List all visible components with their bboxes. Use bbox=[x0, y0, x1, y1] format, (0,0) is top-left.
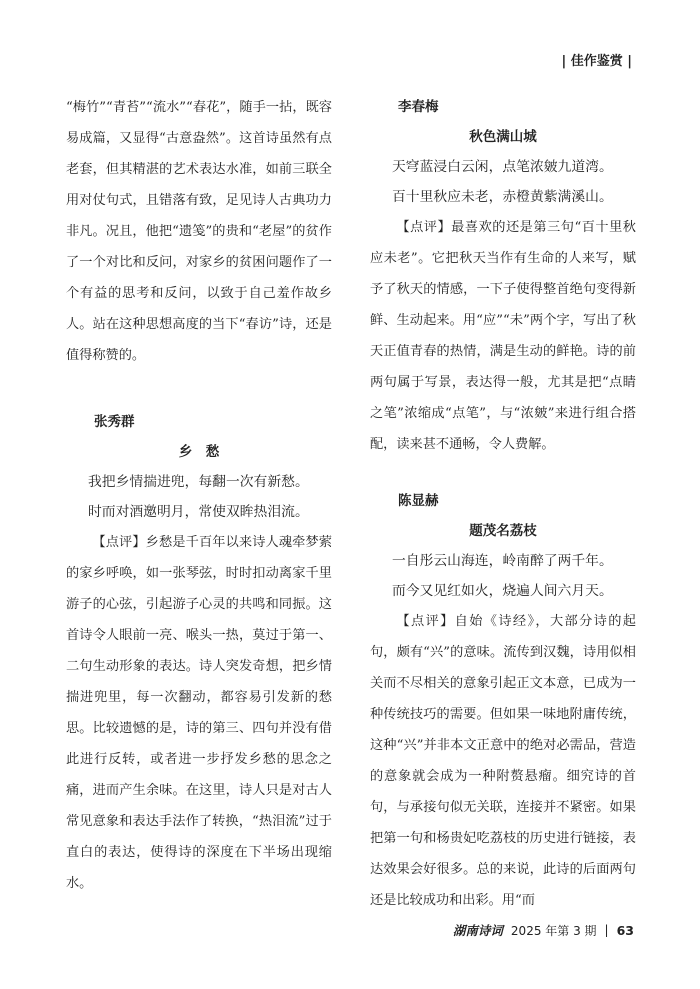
author-name: 李春梅 bbox=[398, 99, 439, 115]
poem-title: 乡 愁 bbox=[178, 444, 220, 460]
comment-paragraph: 【点评】乡愁是千百年以来诗人魂牵梦萦的家乡呼唤，如一张琴弦，时时扣动离家千里游子的心弦，引起游子心灵的共鸣和同振。这首诗令人眼前一亮、喉头一热，莫过于第一、二句生动形象的表达。诗人突发奇想，把乡情揣进兜里，每一次翻动，都容易引发新的愁思。比较遗憾的是，诗的第三、四句并没有借此进行反转，或者进一步抒发乡愁的思念之痛，进而产生余味。在这里，诗人只是对古人常见意象和表达手法作了转换，“热泪流”过于直白的表达，使得诗的深度在下半场出现缩水。 bbox=[66, 535, 332, 891]
comment-paragraph: 【点评】最喜欢的还是第三句“百十里秋应未老”。它把秋天当作有生命的人来写，赋予了秋天的情感，一下子使得整首绝句变得新鲜、生动起来。用“应”“未”两个字，写出了秋天正值青春的热情，满是生动的鲜艳。诗的前两句属于写景，表达得一般，尤其是把“点睛之笔”浓缩成“点笔”，与“浓皴”来进行组合搭配，读来甚不通畅，令人费解。 bbox=[370, 220, 636, 452]
author-name: 张秀群 bbox=[94, 414, 135, 430]
issue-label: 2025 年第 3 期 bbox=[510, 923, 597, 938]
section-tag: | 佳作鉴赏 | bbox=[561, 54, 632, 69]
comment-paragraph: 【点评】自始《诗经》，大部分诗的起句，颇有“兴”的意味。流传到汉魏，诗用似相关而不尽相关的意象引起正文本意，已成为一种传统技巧的需要。但如果一味地附庸传统，这种“兴”并非本文正意中的绝对必需品，营造的意象就会成为一种附赘悬瘤。细究诗的首句，与承接句似无关联，连接并不紧密。如果把第一句和杨贵妃吃荔枝的历史进行链接，表达效果会好很多。总的来说，此诗的后面两句还是比较成功和出彩。用“而 bbox=[370, 614, 636, 908]
poem-line: 百十里秋应未老，赤橙黄紫满溪山。 bbox=[392, 189, 613, 205]
poem-line: 我把乡情揣进兜，每翻一次有新愁。 bbox=[88, 474, 309, 490]
poem-line: 时而对酒邀明月，常使双眸热泪流。 bbox=[88, 504, 309, 520]
poem-title: 秋色满山城 bbox=[469, 129, 537, 145]
poem-line: 而今又见红如火，烧遍人间六月天。 bbox=[392, 583, 613, 599]
magazine-logo: 湖南诗词 bbox=[452, 923, 503, 938]
intro-paragraph: “梅竹”“青苔”“流水”“春花”，随手一拈，既容易成篇，又显得“古意盎然”。这首诗虽然有点老套，但其精湛的艺术表达水准，如前三联全用对仗句式，且错落有致，足见诗人古典功力非凡。况且，他把“遗笺”的贵和“老屋”的贫作了一个对比和反问，对家乡的贫困问题作了一个有益的思考和反问，以致于自己羞作故乡人。站在这种思想高度的当下“春访”诗，还是值得称赞的。 bbox=[66, 100, 332, 363]
author-name: 陈显赫 bbox=[398, 493, 439, 509]
poem-line: 一自彤云山海连，岭南醉了两千年。 bbox=[392, 553, 613, 569]
footer-separator: | bbox=[604, 923, 609, 937]
poem-title: 题茂名荔枝 bbox=[469, 523, 537, 539]
page-number: 63 bbox=[616, 922, 634, 938]
poem-line: 天穹蓝浸白云闲，点笔浓皴九道湾。 bbox=[392, 159, 613, 175]
right-column bbox=[370, 92, 636, 916]
left-column bbox=[66, 92, 332, 899]
page-footer bbox=[453, 921, 634, 939]
